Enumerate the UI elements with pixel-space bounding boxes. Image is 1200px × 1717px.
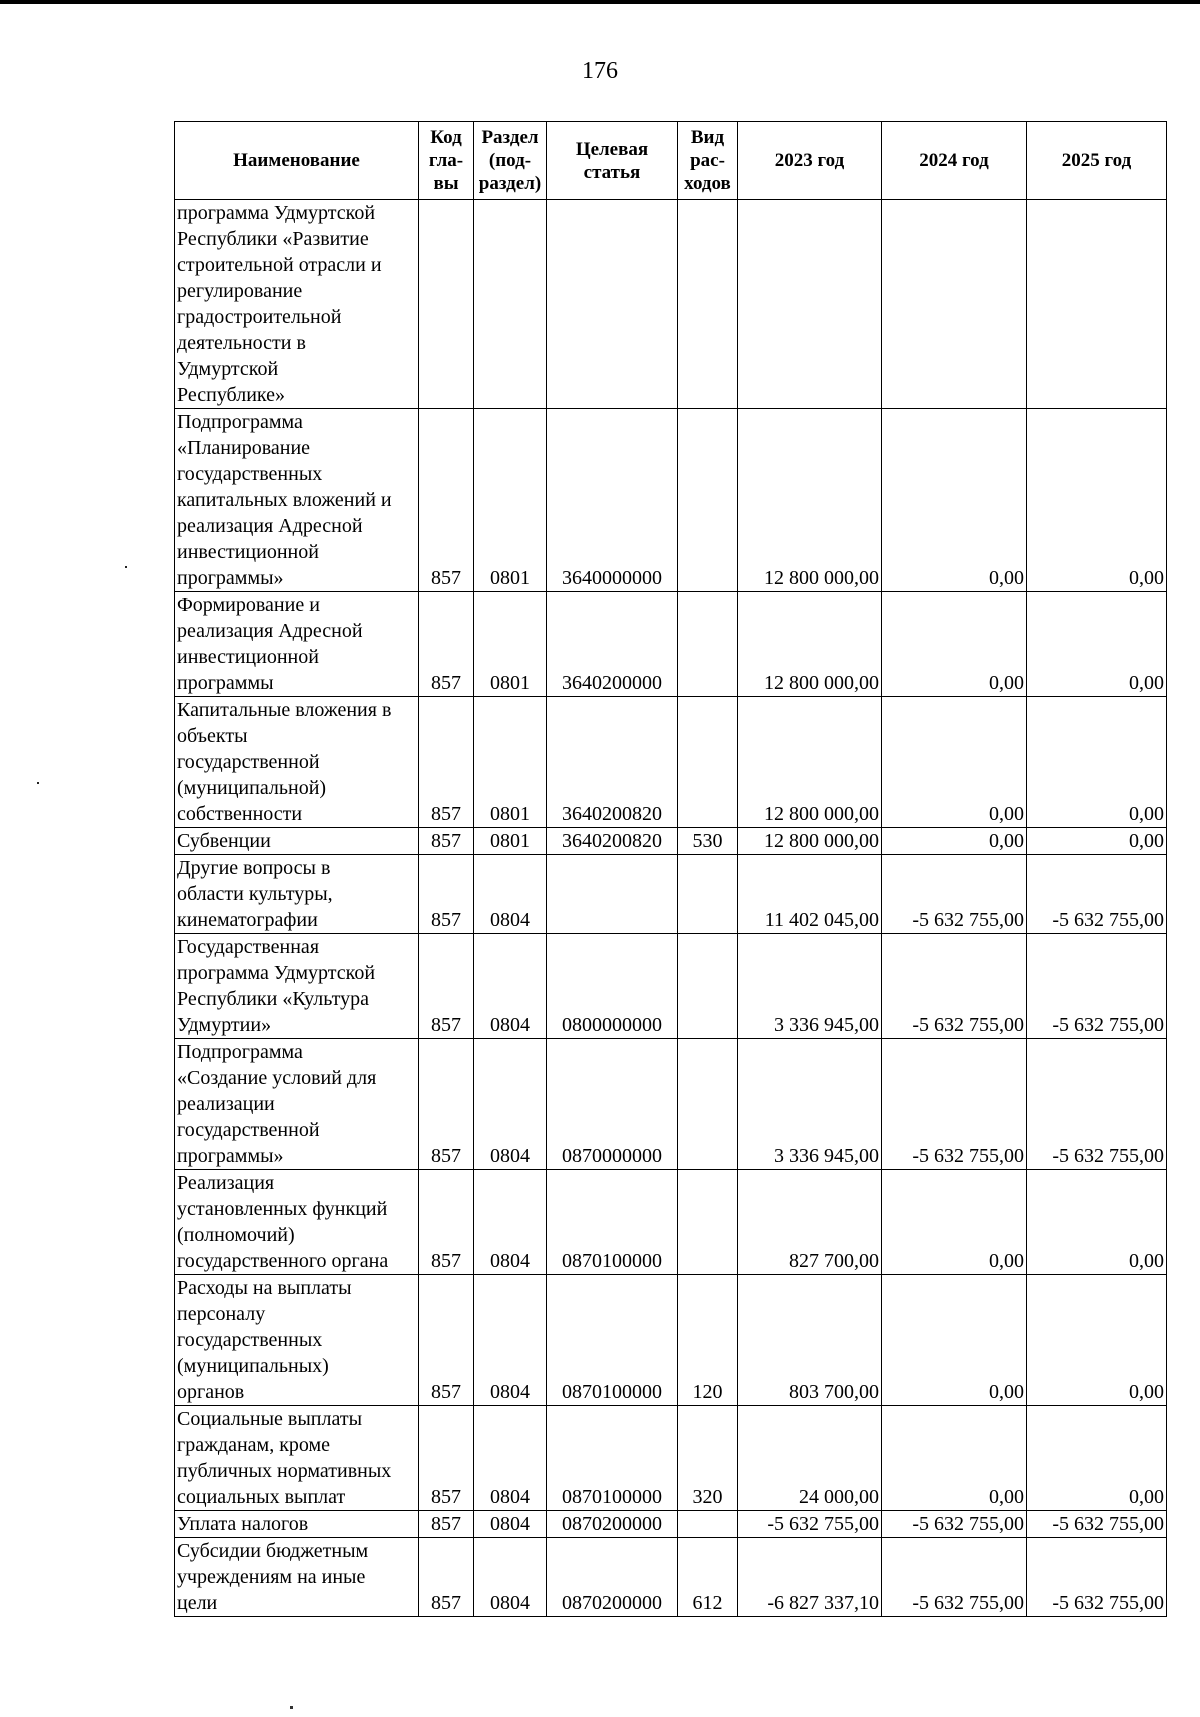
- amount-2023-cell: 803 700,00: [738, 1275, 882, 1406]
- item-name-line: установленных функций: [177, 1198, 388, 1220]
- item-name-line: Расходы на выплаты: [177, 1277, 352, 1299]
- header-line: статья: [583, 161, 641, 183]
- amount-2025-cell: 0,00: [1027, 592, 1167, 697]
- item-name-line: Республики «Культура: [177, 988, 369, 1010]
- item-name-line: программы»: [177, 1145, 284, 1167]
- col-chapter-header: [419, 122, 474, 200]
- target-article-cell: 3640200820: [547, 828, 678, 855]
- expense-kind-cell: [678, 697, 738, 828]
- item-name-line: государственных: [177, 1329, 323, 1351]
- col-2023-header: 2023 год: [738, 122, 882, 200]
- item-name-cell: [175, 934, 419, 1039]
- item-name-line: Субвенции: [177, 830, 271, 852]
- item-name-line: Государственная: [177, 936, 320, 958]
- expense-kind-cell: [678, 934, 738, 1039]
- item-name-cell: [175, 1275, 419, 1406]
- item-name-cell: [175, 592, 419, 697]
- item-name-line: публичных нормативных: [177, 1460, 392, 1482]
- item-name-cell: [175, 1538, 419, 1617]
- amount-2024-cell: [882, 200, 1027, 409]
- amount-2025-cell: -5 632 755,00: [1027, 934, 1167, 1039]
- item-name-line: цели: [177, 1592, 218, 1614]
- chapter-code-cell: 857: [419, 1511, 474, 1538]
- col-2024-header: 2024 год: [882, 122, 1027, 200]
- section-code-cell: 0804: [474, 1538, 547, 1617]
- header-line: рас-: [690, 150, 725, 171]
- section-code-cell: 0801: [474, 697, 547, 828]
- expense-kind-cell: [678, 409, 738, 592]
- header-line: Код: [430, 127, 462, 148]
- item-name-line: инвестиционной: [177, 646, 319, 668]
- item-name-line: (муниципальной): [177, 777, 327, 799]
- amount-2023-cell: 12 800 000,00: [738, 697, 882, 828]
- amount-2024-cell: -5 632 755,00: [882, 1538, 1027, 1617]
- item-name-line: Удмуртии»: [177, 1014, 272, 1036]
- item-name-line: (полномочий): [177, 1224, 295, 1246]
- item-name-line: Республике»: [177, 384, 286, 406]
- section-code-cell: 0804: [474, 1170, 547, 1275]
- chapter-code-cell: 857: [419, 828, 474, 855]
- table-row: [175, 592, 1167, 697]
- scan-speck: [290, 1706, 293, 1709]
- item-name-line: собственности: [177, 803, 303, 825]
- amount-2023-cell: 3 336 945,00: [738, 1039, 882, 1170]
- amount-2025-cell: 0,00: [1027, 1406, 1167, 1511]
- expense-kind-cell: 612: [678, 1538, 738, 1617]
- header-line: (под-: [488, 150, 532, 171]
- target-article-cell: 0800000000: [547, 934, 678, 1039]
- chapter-code-cell: 857: [419, 934, 474, 1039]
- table-row: [175, 1538, 1167, 1617]
- chapter-code-cell: 857: [419, 1275, 474, 1406]
- amount-2023-cell: 12 800 000,00: [738, 592, 882, 697]
- item-name-line: объекты: [177, 725, 248, 747]
- chapter-code-cell: 857: [419, 1170, 474, 1275]
- table-header: [175, 122, 1167, 200]
- chapter-code-cell: 857: [419, 592, 474, 697]
- item-name-line: реализации: [177, 1093, 275, 1115]
- target-article-cell: 0870000000: [547, 1039, 678, 1170]
- table-row: [175, 409, 1167, 592]
- amount-2024-cell: -5 632 755,00: [882, 1039, 1027, 1170]
- expense-kind-cell: [678, 855, 738, 934]
- amount-2023-cell: 24 000,00: [738, 1406, 882, 1511]
- amount-2023-cell: -6 827 337,10: [738, 1538, 882, 1617]
- item-name-cell: [175, 200, 419, 409]
- table-row: [175, 200, 1167, 409]
- item-name-cell: [175, 697, 419, 828]
- item-name-line: государственной: [177, 1119, 320, 1141]
- table-row: [175, 1406, 1167, 1511]
- section-code-cell: 0804: [474, 934, 547, 1039]
- target-article-cell: 0870100000: [547, 1170, 678, 1275]
- amount-2025-cell: -5 632 755,00: [1027, 1039, 1167, 1170]
- item-name-line: органов: [177, 1381, 245, 1403]
- col-kind-header: [678, 122, 738, 200]
- header-line: вы: [433, 173, 459, 194]
- table-row: [175, 1275, 1167, 1406]
- section-code-cell: 0801: [474, 592, 547, 697]
- section-code-cell: 0804: [474, 1511, 547, 1538]
- amount-2024-cell: 0,00: [882, 1275, 1027, 1406]
- table-row: [175, 1170, 1167, 1275]
- target-article-cell: 3640200820: [547, 697, 678, 828]
- item-name-line: градостроительной: [177, 306, 342, 328]
- header-line: Целевая: [575, 138, 649, 160]
- item-name-line: регулирование: [177, 280, 303, 302]
- item-name-cell: [175, 409, 419, 592]
- item-name-line: деятельности в: [177, 332, 306, 354]
- target-article-cell: 0870100000: [547, 1275, 678, 1406]
- header-line: раздел): [478, 173, 542, 194]
- item-name-line: Субсидии бюджетным: [177, 1540, 369, 1562]
- chapter-code-cell: 857: [419, 1039, 474, 1170]
- item-name-line: (муниципальных): [177, 1355, 329, 1377]
- item-name-line: «Создание условий для: [177, 1067, 377, 1089]
- item-name-line: Социальные выплаты: [177, 1408, 363, 1430]
- expense-kind-cell: 320: [678, 1406, 738, 1511]
- table-row: [175, 1039, 1167, 1170]
- chapter-code-cell: 857: [419, 1406, 474, 1511]
- item-name-line: инвестиционной: [177, 541, 319, 563]
- amount-2025-cell: -5 632 755,00: [1027, 855, 1167, 934]
- amount-2025-cell: -5 632 755,00: [1027, 1511, 1167, 1538]
- header-line: ходов: [684, 173, 731, 194]
- chapter-code-cell: 857: [419, 697, 474, 828]
- target-article-cell: 3640000000: [547, 409, 678, 592]
- item-name-line: персоналу: [177, 1303, 266, 1325]
- table-row: [175, 697, 1167, 828]
- amount-2024-cell: 0,00: [882, 697, 1027, 828]
- item-name-line: государственных: [177, 463, 323, 485]
- amount-2025-cell: 0,00: [1027, 1170, 1167, 1275]
- section-code-cell: 0801: [474, 828, 547, 855]
- expense-kind-cell: [678, 1511, 738, 1538]
- table-body: [175, 200, 1167, 1617]
- header-row: [175, 122, 1167, 200]
- section-code-cell: 0804: [474, 1275, 547, 1406]
- item-name-line: программа Удмуртской: [177, 202, 376, 224]
- col-section-header: [474, 122, 547, 200]
- item-name-line: реализация Адресной: [177, 515, 363, 537]
- expense-kind-cell: [678, 592, 738, 697]
- section-code-cell: 0804: [474, 855, 547, 934]
- page-number: 176: [582, 58, 618, 84]
- item-name-line: кинематографии: [177, 909, 318, 931]
- col-2025-header: 2025 год: [1027, 122, 1167, 200]
- amount-2024-cell: 0,00: [882, 409, 1027, 592]
- amount-2023-cell: [738, 200, 882, 409]
- chapter-code-cell: 857: [419, 1538, 474, 1617]
- expense-kind-cell: [678, 1170, 738, 1275]
- scan-speck: [125, 566, 127, 568]
- item-name-cell: [175, 1039, 419, 1170]
- col-name-header: Наименование: [175, 122, 419, 200]
- amount-2024-cell: -5 632 755,00: [882, 934, 1027, 1039]
- item-name-line: области культуры,: [177, 883, 333, 905]
- col-target-header: [547, 122, 678, 200]
- item-name-line: Формирование и: [177, 594, 320, 616]
- amount-2024-cell: -5 632 755,00: [882, 1511, 1027, 1538]
- table-row: [175, 855, 1167, 934]
- target-article-cell: [547, 200, 678, 409]
- item-name-line: учреждениям на иные: [177, 1566, 366, 1588]
- item-name-line: гражданам, кроме: [177, 1434, 331, 1456]
- item-name-cell: [175, 1511, 419, 1538]
- item-name-cell: [175, 828, 419, 855]
- expense-kind-cell: [678, 1039, 738, 1170]
- amount-2023-cell: -5 632 755,00: [738, 1511, 882, 1538]
- item-name-line: Подпрограмма: [177, 411, 303, 433]
- item-name-line: строительной отрасли и: [177, 254, 382, 276]
- item-name-cell: [175, 1406, 419, 1511]
- scan-speck: [37, 782, 39, 784]
- item-name-line: Удмуртской: [177, 358, 279, 380]
- amount-2023-cell: 11 402 045,00: [738, 855, 882, 934]
- expense-kind-cell: [678, 200, 738, 409]
- budget-table: [174, 121, 1167, 1617]
- chapter-code-cell: 857: [419, 409, 474, 592]
- amount-2025-cell: -5 632 755,00: [1027, 1538, 1167, 1617]
- amount-2023-cell: 12 800 000,00: [738, 828, 882, 855]
- item-name-line: капитальных вложений и: [177, 489, 392, 511]
- item-name-line: реализация Адресной: [177, 620, 363, 642]
- item-name-line: программа Удмуртской: [177, 962, 376, 984]
- section-code-cell: 0804: [474, 1406, 547, 1511]
- section-code-cell: 0804: [474, 1039, 547, 1170]
- amount-2025-cell: 0,00: [1027, 1275, 1167, 1406]
- item-name-line: программы: [177, 672, 274, 694]
- amount-2023-cell: 12 800 000,00: [738, 409, 882, 592]
- amount-2023-cell: 3 336 945,00: [738, 934, 882, 1039]
- header-line: гла-: [428, 150, 464, 171]
- item-name-line: Капитальные вложения в: [177, 699, 392, 721]
- target-article-cell: 0870100000: [547, 1406, 678, 1511]
- amount-2024-cell: 0,00: [882, 1170, 1027, 1275]
- amount-2024-cell: 0,00: [882, 828, 1027, 855]
- item-name-line: государственной: [177, 751, 320, 773]
- target-article-cell: [547, 855, 678, 934]
- item-name-line: Подпрограмма: [177, 1041, 303, 1063]
- amount-2025-cell: 0,00: [1027, 409, 1167, 592]
- chapter-code-cell: [419, 200, 474, 409]
- section-code-cell: [474, 200, 547, 409]
- target-article-cell: 0870200000: [547, 1511, 678, 1538]
- section-code-cell: 0801: [474, 409, 547, 592]
- chapter-code-cell: 857: [419, 855, 474, 934]
- item-name-line: Другие вопросы в: [177, 857, 331, 879]
- table-row: [175, 934, 1167, 1039]
- table-row: [175, 828, 1167, 855]
- item-name-line: государственного органа: [177, 1250, 389, 1272]
- item-name-cell: [175, 855, 419, 934]
- expense-kind-cell: 120: [678, 1275, 738, 1406]
- amount-2025-cell: [1027, 200, 1167, 409]
- amount-2024-cell: 0,00: [882, 592, 1027, 697]
- amount-2024-cell: -5 632 755,00: [882, 855, 1027, 934]
- item-name-line: программы»: [177, 567, 284, 589]
- amount-2024-cell: 0,00: [882, 1406, 1027, 1511]
- table-row: [175, 1511, 1167, 1538]
- amount-2023-cell: 827 700,00: [738, 1170, 882, 1275]
- target-article-cell: 3640200000: [547, 592, 678, 697]
- item-name-line: социальных выплат: [177, 1486, 346, 1508]
- header-line: Вид: [690, 127, 725, 148]
- item-name-line: Республики «Развитие: [177, 228, 369, 250]
- item-name-line: Уплата налогов: [177, 1513, 309, 1535]
- amount-2025-cell: 0,00: [1027, 828, 1167, 855]
- amount-2025-cell: 0,00: [1027, 697, 1167, 828]
- item-name-line: «Планирование: [177, 437, 311, 459]
- target-article-cell: 0870200000: [547, 1538, 678, 1617]
- expense-kind-cell: 530: [678, 828, 738, 855]
- header-line: Раздел: [481, 127, 539, 148]
- item-name-cell: [175, 1170, 419, 1275]
- item-name-line: Реализация: [177, 1172, 275, 1194]
- scan-top-border: [0, 0, 1200, 4]
